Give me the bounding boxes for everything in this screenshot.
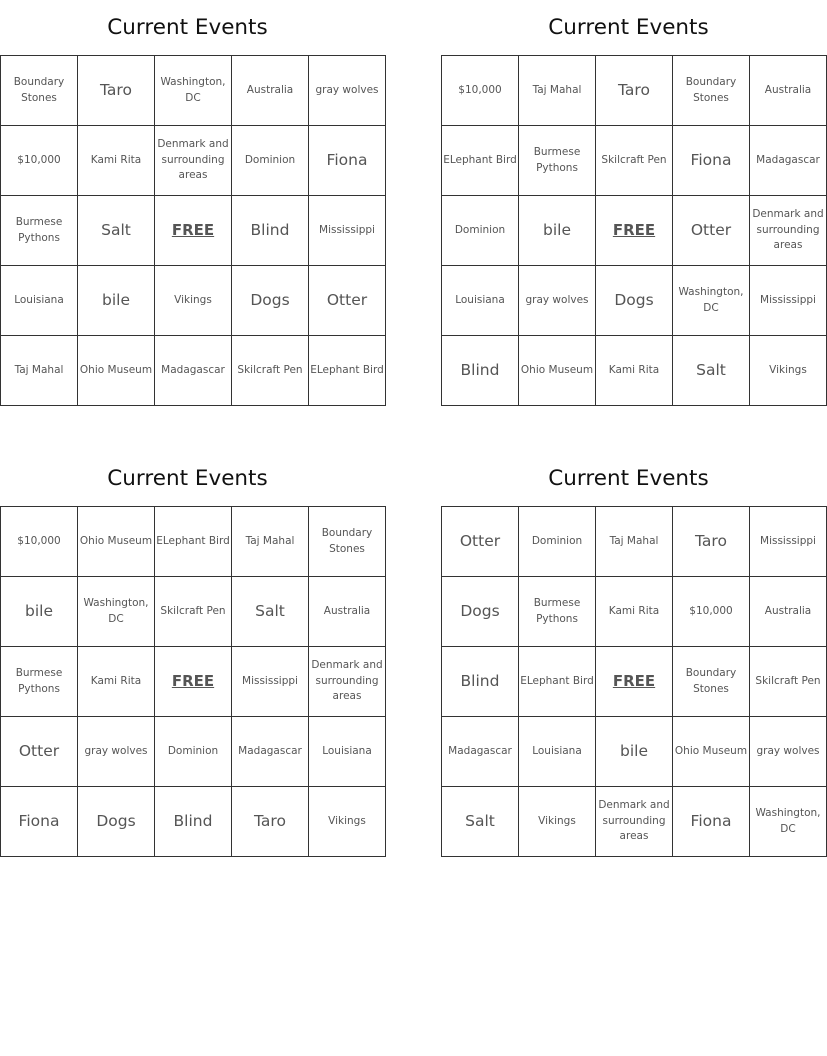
bingo-cell: Taro bbox=[673, 507, 750, 577]
bingo-cell: Mississippi bbox=[309, 196, 386, 266]
bingo-cell: gray wolves bbox=[78, 717, 155, 787]
grid-row bbox=[1, 196, 386, 266]
grid-row bbox=[442, 56, 827, 126]
bingo-card-1 bbox=[0, 0, 384, 406]
bingo-cell: Skilcraft Pen bbox=[596, 126, 673, 196]
grid-row bbox=[1, 266, 386, 336]
grid-row bbox=[1, 717, 386, 787]
bingo-cell: Denmark and surrounding areas bbox=[750, 196, 827, 266]
grid-row bbox=[442, 126, 827, 196]
bingo-cell: Salt bbox=[442, 787, 519, 857]
free-cell: FREE bbox=[596, 647, 673, 717]
bingo-cell: Vikings bbox=[155, 266, 232, 336]
bingo-cell: bile bbox=[596, 717, 673, 787]
bingo-cell: Burmese Pythons bbox=[1, 196, 78, 266]
grid-row bbox=[442, 266, 827, 336]
bingo-cell: Australia bbox=[232, 56, 309, 126]
bingo-cell: Otter bbox=[309, 266, 386, 336]
bingo-cell: Washington, DC bbox=[78, 577, 155, 647]
bingo-cell: Louisiana bbox=[309, 717, 386, 787]
bingo-cell: Fiona bbox=[309, 126, 386, 196]
bingo-cell: Burmese Pythons bbox=[519, 126, 596, 196]
bingo-cell: Boundary Stones bbox=[1, 56, 78, 126]
bingo-cell: Ohio Museum bbox=[673, 717, 750, 787]
bingo-cell: Blind bbox=[155, 787, 232, 857]
bingo-cell: Taro bbox=[78, 56, 155, 126]
bingo-cell: Australia bbox=[750, 56, 827, 126]
free-cell: FREE bbox=[596, 196, 673, 266]
bingo-cell: Denmark and surrounding areas bbox=[309, 647, 386, 717]
bingo-cell: Madagascar bbox=[442, 717, 519, 787]
bingo-cell: Ohio Museum bbox=[519, 336, 596, 406]
grid-row bbox=[1, 126, 386, 196]
bingo-cell: Mississippi bbox=[750, 507, 827, 577]
bingo-cell: Louisiana bbox=[519, 717, 596, 787]
bingo-cell: Kami Rita bbox=[596, 336, 673, 406]
bingo-cell: Otter bbox=[1, 717, 78, 787]
grid-row bbox=[442, 787, 827, 857]
bingo-cell: $10,000 bbox=[1, 507, 78, 577]
bingo-cell: bile bbox=[78, 266, 155, 336]
bingo-cell: Boundary Stones bbox=[673, 647, 750, 717]
bingo-cell: Ohio Museum bbox=[78, 507, 155, 577]
bingo-cell: Blind bbox=[232, 196, 309, 266]
bingo-grid bbox=[441, 506, 827, 857]
bingo-cell: Vikings bbox=[309, 787, 386, 857]
grid-row bbox=[442, 196, 827, 266]
bingo-cell: Madagascar bbox=[750, 126, 827, 196]
bingo-cell: Fiona bbox=[673, 126, 750, 196]
bingo-grid bbox=[0, 506, 386, 857]
bingo-cell: Vikings bbox=[750, 336, 827, 406]
grid-row bbox=[442, 577, 827, 647]
bingo-cell: ELephant Bird bbox=[309, 336, 386, 406]
bingo-cell: Denmark and surrounding areas bbox=[596, 787, 673, 857]
bingo-cell: bile bbox=[519, 196, 596, 266]
bingo-cell: Ohio Museum bbox=[78, 336, 155, 406]
bingo-cell: Otter bbox=[442, 507, 519, 577]
grid-row bbox=[442, 647, 827, 717]
bingo-cell: Taj Mahal bbox=[1, 336, 78, 406]
free-cell: FREE bbox=[155, 647, 232, 717]
grid-row bbox=[1, 647, 386, 717]
bingo-cell: Dominion bbox=[155, 717, 232, 787]
bingo-cell: Louisiana bbox=[1, 266, 78, 336]
bingo-cell: Madagascar bbox=[155, 336, 232, 406]
bingo-cell: Mississippi bbox=[750, 266, 827, 336]
bingo-cell: Kami Rita bbox=[78, 647, 155, 717]
grid-row bbox=[1, 336, 386, 406]
bingo-cell: Taj Mahal bbox=[519, 56, 596, 126]
bingo-cell: Fiona bbox=[673, 787, 750, 857]
free-cell: FREE bbox=[155, 196, 232, 266]
bingo-cell: Dogs bbox=[596, 266, 673, 336]
card-title: Current Events bbox=[548, 15, 709, 40]
bingo-card-2 bbox=[441, 0, 824, 406]
bingo-cell: Otter bbox=[673, 196, 750, 266]
grid-row bbox=[442, 717, 827, 787]
grid-row bbox=[442, 507, 827, 577]
bingo-cell: gray wolves bbox=[519, 266, 596, 336]
bingo-cell: Blind bbox=[442, 647, 519, 717]
card-title: Current Events bbox=[107, 466, 268, 491]
card-title: Current Events bbox=[548, 466, 709, 491]
bingo-cell: ELephant Bird bbox=[442, 126, 519, 196]
bingo-cell: ELephant Bird bbox=[155, 507, 232, 577]
bingo-cell: gray wolves bbox=[309, 56, 386, 126]
bingo-cell: Skilcraft Pen bbox=[155, 577, 232, 647]
bingo-cell: Blind bbox=[442, 336, 519, 406]
bingo-cell: Washington, DC bbox=[750, 787, 827, 857]
bingo-card-3 bbox=[0, 451, 383, 857]
bingo-cell: $10,000 bbox=[1, 126, 78, 196]
bingo-cell: Boundary Stones bbox=[309, 507, 386, 577]
bingo-cell: $10,000 bbox=[673, 577, 750, 647]
bingo-cell: Mississippi bbox=[232, 647, 309, 717]
bingo-cell: Boundary Stones bbox=[673, 56, 750, 126]
bingo-grid bbox=[0, 55, 386, 406]
bingo-cell: Salt bbox=[673, 336, 750, 406]
bingo-cell: Denmark and surrounding areas bbox=[155, 126, 232, 196]
bingo-cell: bile bbox=[1, 577, 78, 647]
bingo-cell: Kami Rita bbox=[596, 577, 673, 647]
bingo-card-4 bbox=[441, 451, 821, 857]
bingo-cell: Washington, DC bbox=[155, 56, 232, 126]
bingo-cell: $10,000 bbox=[442, 56, 519, 126]
grid-row bbox=[442, 336, 827, 406]
grid-row bbox=[1, 577, 386, 647]
bingo-cell: gray wolves bbox=[750, 717, 827, 787]
bingo-cell: Dominion bbox=[519, 507, 596, 577]
bingo-cell: Taro bbox=[232, 787, 309, 857]
bingo-cell: Vikings bbox=[519, 787, 596, 857]
grid-row bbox=[1, 507, 386, 577]
bingo-cell: Madagascar bbox=[232, 717, 309, 787]
bingo-cell: Skilcraft Pen bbox=[750, 647, 827, 717]
bingo-cell: Burmese Pythons bbox=[1, 647, 78, 717]
bingo-cell: Australia bbox=[309, 577, 386, 647]
bingo-cell: Kami Rita bbox=[78, 126, 155, 196]
bingo-cell: Taj Mahal bbox=[232, 507, 309, 577]
bingo-cell: Dominion bbox=[232, 126, 309, 196]
bingo-cell: Washington, DC bbox=[673, 266, 750, 336]
card-title: Current Events bbox=[107, 15, 268, 40]
bingo-cell: Salt bbox=[232, 577, 309, 647]
bingo-cell: Dogs bbox=[232, 266, 309, 336]
bingo-cell: Taj Mahal bbox=[596, 507, 673, 577]
bingo-cell: Burmese Pythons bbox=[519, 577, 596, 647]
bingo-cell: Fiona bbox=[1, 787, 78, 857]
bingo-cell: Skilcraft Pen bbox=[232, 336, 309, 406]
bingo-cell: ELephant Bird bbox=[519, 647, 596, 717]
bingo-cell: Salt bbox=[78, 196, 155, 266]
grid-row bbox=[1, 787, 386, 857]
bingo-cell: Dogs bbox=[78, 787, 155, 857]
bingo-cell: Taro bbox=[596, 56, 673, 126]
bingo-cell: Dominion bbox=[442, 196, 519, 266]
bingo-cell: Dogs bbox=[442, 577, 519, 647]
bingo-cell: Louisiana bbox=[442, 266, 519, 336]
grid-row bbox=[1, 56, 386, 126]
bingo-grid bbox=[441, 55, 827, 406]
bingo-cell: Australia bbox=[750, 577, 827, 647]
